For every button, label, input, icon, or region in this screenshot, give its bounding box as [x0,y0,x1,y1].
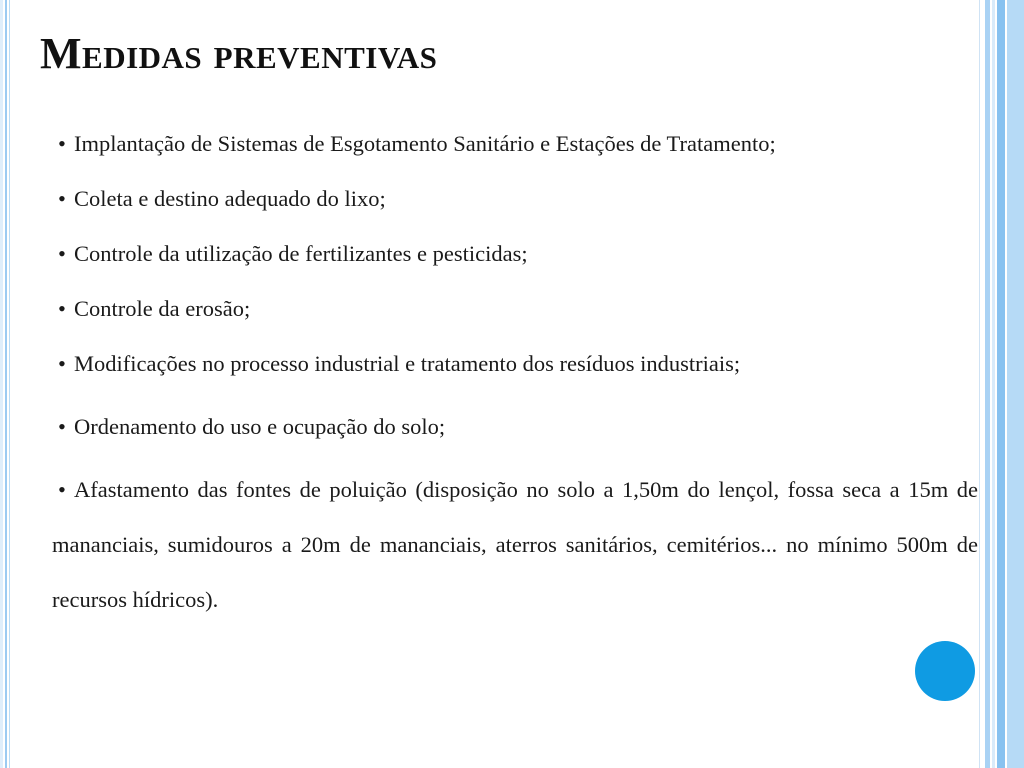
bullet-icon: • [58,414,66,439]
spacer [52,391,978,399]
bullet-text: Controle da utilização de fertilizantes e pesticidas; [74,241,528,266]
right-border-stripe [979,0,984,768]
left-border-stripe [5,0,7,768]
left-border-stripe [9,0,10,768]
bullet-text: Modificações no processo industrial e tratamento dos resíduos industriais; [74,351,741,376]
left-border-stripe [0,0,3,768]
bullet-item [52,171,978,226]
slide-title: Medidas preventivas [40,29,438,78]
right-border-stripe [985,0,990,768]
bullet-text: Coleta e destino adequado do lixo; [74,186,386,211]
bullet-item [52,226,978,281]
bullet-icon: • [58,351,66,376]
decorative-circle [915,641,975,701]
right-border-stripe [1007,0,1024,768]
bullet-icon: • [58,131,66,156]
bullet-icon: • [58,186,66,211]
right-border-stripe [997,0,1005,768]
bullet-item [52,336,978,391]
spacer [52,454,978,462]
bullet-text: Ordenamento do uso e ocupação do solo; [74,414,446,439]
bullet-icon: • [58,296,66,321]
right-border-stripe [992,0,995,768]
bullet-item [52,399,978,454]
bullet-icon: • [58,241,66,266]
bullet-item [52,281,978,336]
bullet-list [52,116,978,627]
bullet-text: Afastamento das fontes de poluição (disposição no solo a 1,50m do lençol, fossa seca a 15m de mananciais, sumidouros a 20m de mananciais, aterros sanitários, cemitérios... no mínimo 500m de recursos hídricos). [52,477,978,612]
bullet-item [52,462,978,627]
bullet-icon: • [58,477,66,502]
bullet-text: Controle da erosão; [74,296,251,321]
bullet-item [52,116,978,171]
bullet-text: Implantação de Sistemas de Esgotamento Sanitário e Estações de Tratamento; [74,131,776,156]
